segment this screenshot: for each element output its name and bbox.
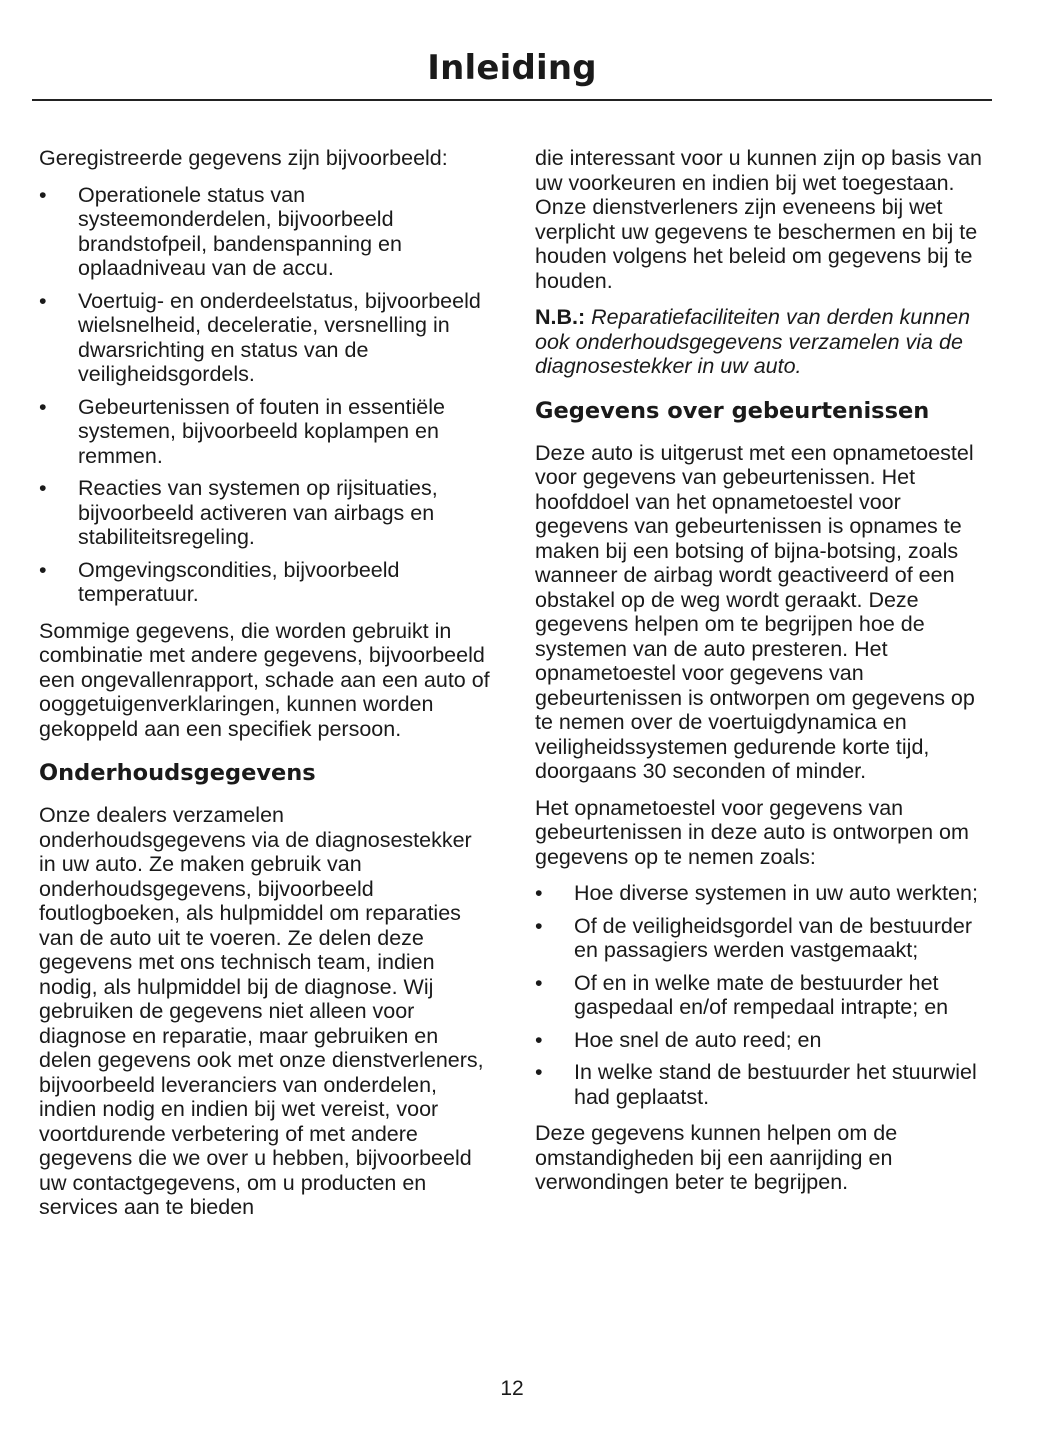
list-item-text: Operationele status van systeemonderdelen, bijvoorbeeld brandstofpeil, bandenspanning en oplaadniveau van de accu. [78, 182, 402, 280]
list-item-text: Voertuig- en onderdeelstatus, bijvoorbeeld wielsnelheid, deceleratie, versnelling in dwarsrichting en status van de veiligheidsgordels. [78, 288, 481, 386]
recorded-data-list [39, 183, 491, 607]
list-item-text: Hoe diverse systemen in uw auto werkten; [574, 881, 978, 905]
bullet-icon: • [535, 1060, 543, 1084]
bullet-icon: • [535, 913, 543, 938]
right-column [535, 146, 987, 1207]
bullet-icon: • [39, 394, 47, 419]
list-item [39, 183, 491, 281]
list-item-text: Of en in welke mate de bestuurder het gaspedaal en/of rempedaal intrapte; en [574, 970, 949, 1019]
list-item [535, 971, 987, 1020]
list-item-text: Hoe snel de auto reed; en [574, 1027, 822, 1052]
page-title: Inleiding [427, 48, 597, 88]
closing-paragraph: Deze gegevens kunnen helpen om de omstandigheden bij een aanrijding en verwondingen beter te begrijpen. [535, 1121, 898, 1194]
note-label: N.B.: [535, 305, 586, 329]
list-item [535, 914, 987, 963]
page-number: 12 [500, 1377, 524, 1400]
event-recorder-paragraph: Deze auto is uitgerust met een opnametoestel voor gegevens van gebeurtenissen. Het hoofddoel van het opnametoestel voor gegevens van gebeurtenissen is opnames te maken bij een botsing of bijna-botsing, zoals wanneer de airbag wordt geactiveerd of een obstakel op de weg wordt geraakt. Deze gegevens helpen om te begrijpen hoe de systemen van de auto presteren. Het opnametoestel voor gegevens van gebeurtenissen is ontworpen om gegevens op te nemen over de voertuigdynamica en veiligheidssystemen gedurende korte tijd, doorgaans 30 seconden of minder. [535, 440, 975, 783]
bullet-icon: • [39, 182, 47, 207]
maintenance-paragraph: Onze dealers verzamelen onderhoudsgegevens via de diagnosestekker in uw auto. Ze maken gebruik van onderhoudsgegevens, bijvoorbeeld foutlogboeken, als hulpmiddel om reparaties van de auto uit te voeren. Ze delen deze gegevens met ons technisch team, indien nodig, als hulpmiddel bij de diagnose. Wij gebruiken de gegevens niet alleen voor diagnose en reparatie, maar gebruiken en delen gegevens ook met onze dienstverleners, bijvoorbeeld leveranciers van onderdelen, indien nodig en indien bij wet vereist, voor voortdurende verbetering of met andere gegevens die we over u hebben, bijvoorbeeld uw contactgegevens, om u producten en services aan te bieden [39, 803, 484, 1219]
section-heading-events: Gegevens over gebeurtenissen [535, 397, 930, 424]
list-item [535, 1028, 987, 1053]
list-item-text: Reacties van systemen op rijsituaties, bijvoorbeeld activeren van airbags en stabiliteitsregeling. [78, 476, 438, 549]
bullet-icon: • [39, 288, 47, 313]
list-item [535, 1060, 987, 1109]
list-item-text: Gebeurtenissen of fouten in essentiële systemen, bijvoorbeeld koplampen en remmen. [78, 394, 445, 468]
title-divider [32, 99, 992, 101]
list-item [39, 476, 491, 550]
list-item-text: Of de veiligheidsgordel van de bestuurder en passagiers werden vastgemaakt; [574, 913, 973, 962]
list-item [39, 289, 491, 387]
bullet-icon: • [535, 1027, 543, 1052]
bullet-icon: • [535, 881, 543, 905]
list-item [39, 558, 491, 607]
bullet-icon: • [535, 970, 543, 995]
list-item-text: Omgevingscondities, bijvoorbeeld temperatuur. [78, 557, 400, 606]
left-column [39, 146, 491, 1232]
linked-data-paragraph: Sommige gegevens, die worden gebruikt in combinatie met andere gegevens, bijvoorbeeld een ongevallenrapport, schade aan een auto of ooggetuigenverklaringen, kunnen worden gekoppeld aan een specifiek persoon. [39, 618, 490, 741]
note-text: Reparatiefaciliteiten van derden kunnen ook onderhoudsgegevens verzamelen via de diagnosestekker in uw auto. [535, 305, 971, 378]
bullet-icon: • [39, 557, 47, 582]
intro-paragraph: Geregistreerde gegevens zijn bijvoorbeeld: [39, 146, 448, 170]
event-data-list [535, 881, 987, 1109]
continuation-paragraph: die interessant voor u kunnen zijn op basis van uw voorkeuren en indien bij wet toegestaan. Onze dienstverleners zijn eveneens bij wet verplicht uw gegevens te beschermen en bij te houden volgens het beleid om gegevens bij te houden. [535, 146, 982, 293]
list-item [535, 881, 987, 906]
note-paragraph [535, 305, 987, 379]
list-item-text: In welke stand de bestuurder het stuurwiel had geplaatst. [574, 1060, 977, 1109]
event-recorder-intro: Het opnametoestel voor gegevens van gebeurtenissen in deze auto is ontworpen om gegevens op te nemen zoals: [535, 795, 969, 869]
bullet-icon: • [39, 476, 47, 500]
list-item [39, 395, 491, 469]
section-heading-maintenance: Onderhoudsgegevens [39, 760, 316, 786]
